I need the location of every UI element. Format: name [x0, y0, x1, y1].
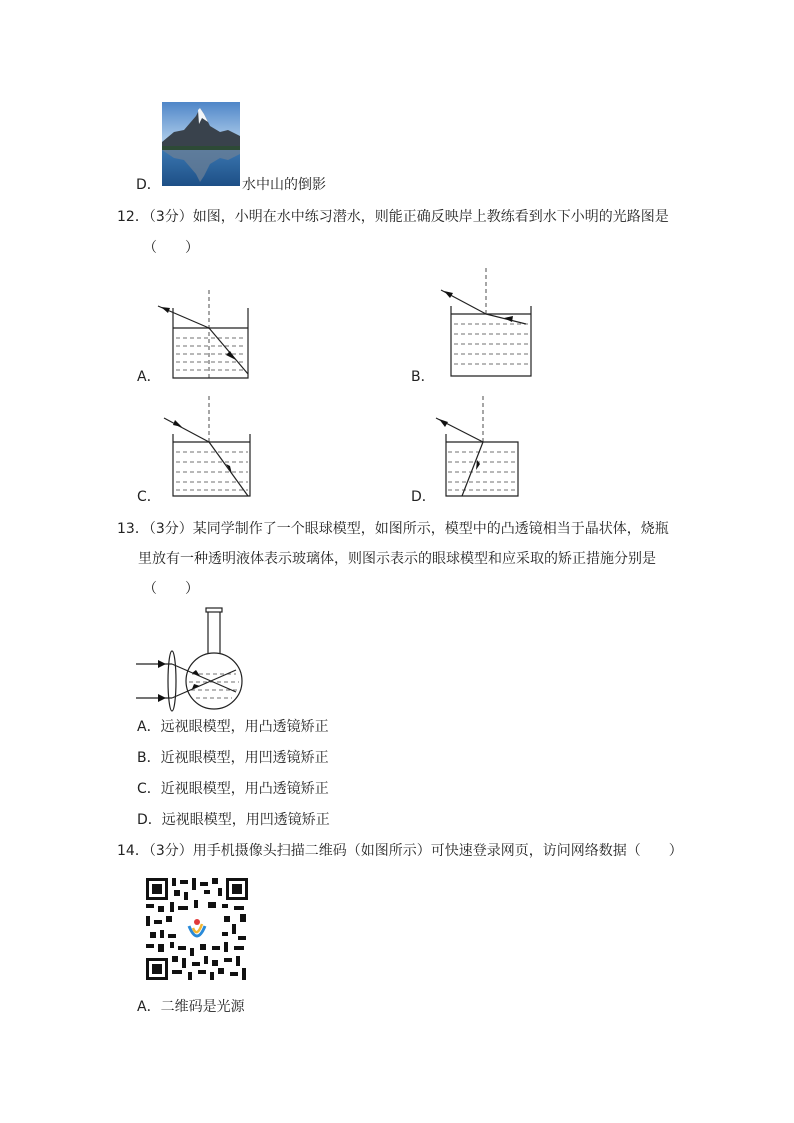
q12-option-c-label: C． — [137, 489, 161, 505]
q12-stem-line1: 12．（3分）如图，小明在水中练习潜水，则能正确反映岸上教练看到水下小明的光路图是 — [117, 209, 669, 225]
q14-option-a: A．二维码是光源 — [137, 999, 245, 1015]
q12-option-d-label: D． — [411, 489, 436, 505]
q12-diagram-b — [436, 268, 536, 380]
q12-diagram-c — [158, 396, 258, 500]
q11-option-d-letter: D． — [136, 177, 161, 193]
q12-diagram-d — [436, 396, 526, 500]
mountain-reflection-photo — [162, 102, 240, 186]
q12-option-b-label: B． — [411, 369, 435, 385]
q12-diagram-a — [158, 300, 258, 382]
q11-option-d-text: 水中山的倒影 — [242, 177, 326, 193]
q12-option-a-label: A． — [137, 369, 161, 385]
eye-model-diagram — [136, 606, 246, 706]
q13-option-d: D．远视眼模型，用凹透镜矫正 — [137, 812, 330, 828]
q14-stem: 14．（3分）用手机摄像头扫描二维码（如图所示）可快速登录网页，访问网络数据（ ） — [117, 843, 683, 859]
q13-option-c: C．近视眼模型，用凸透镜矫正 — [137, 781, 329, 797]
q13-stem-line3: （ ） — [143, 581, 199, 597]
q13-stem-line1: 13．（3分）某同学制作了一个眼球模型，如图所示，模型中的凸透镜相当于晶状体，烧瓶 — [117, 521, 669, 537]
q13-option-a: A．远视眼模型，用凸透镜矫正 — [137, 719, 329, 735]
q13-option-b: B．近视眼模型，用凹透镜矫正 — [137, 750, 329, 766]
q13-stem-line2: 里放有一种透明液体表示玻璃体，则图示表示的眼球模型和应采取的矫正措施分别是 — [138, 551, 656, 567]
qr-code-image — [144, 876, 250, 982]
q12-stem-line2: （ ） — [143, 240, 199, 256]
